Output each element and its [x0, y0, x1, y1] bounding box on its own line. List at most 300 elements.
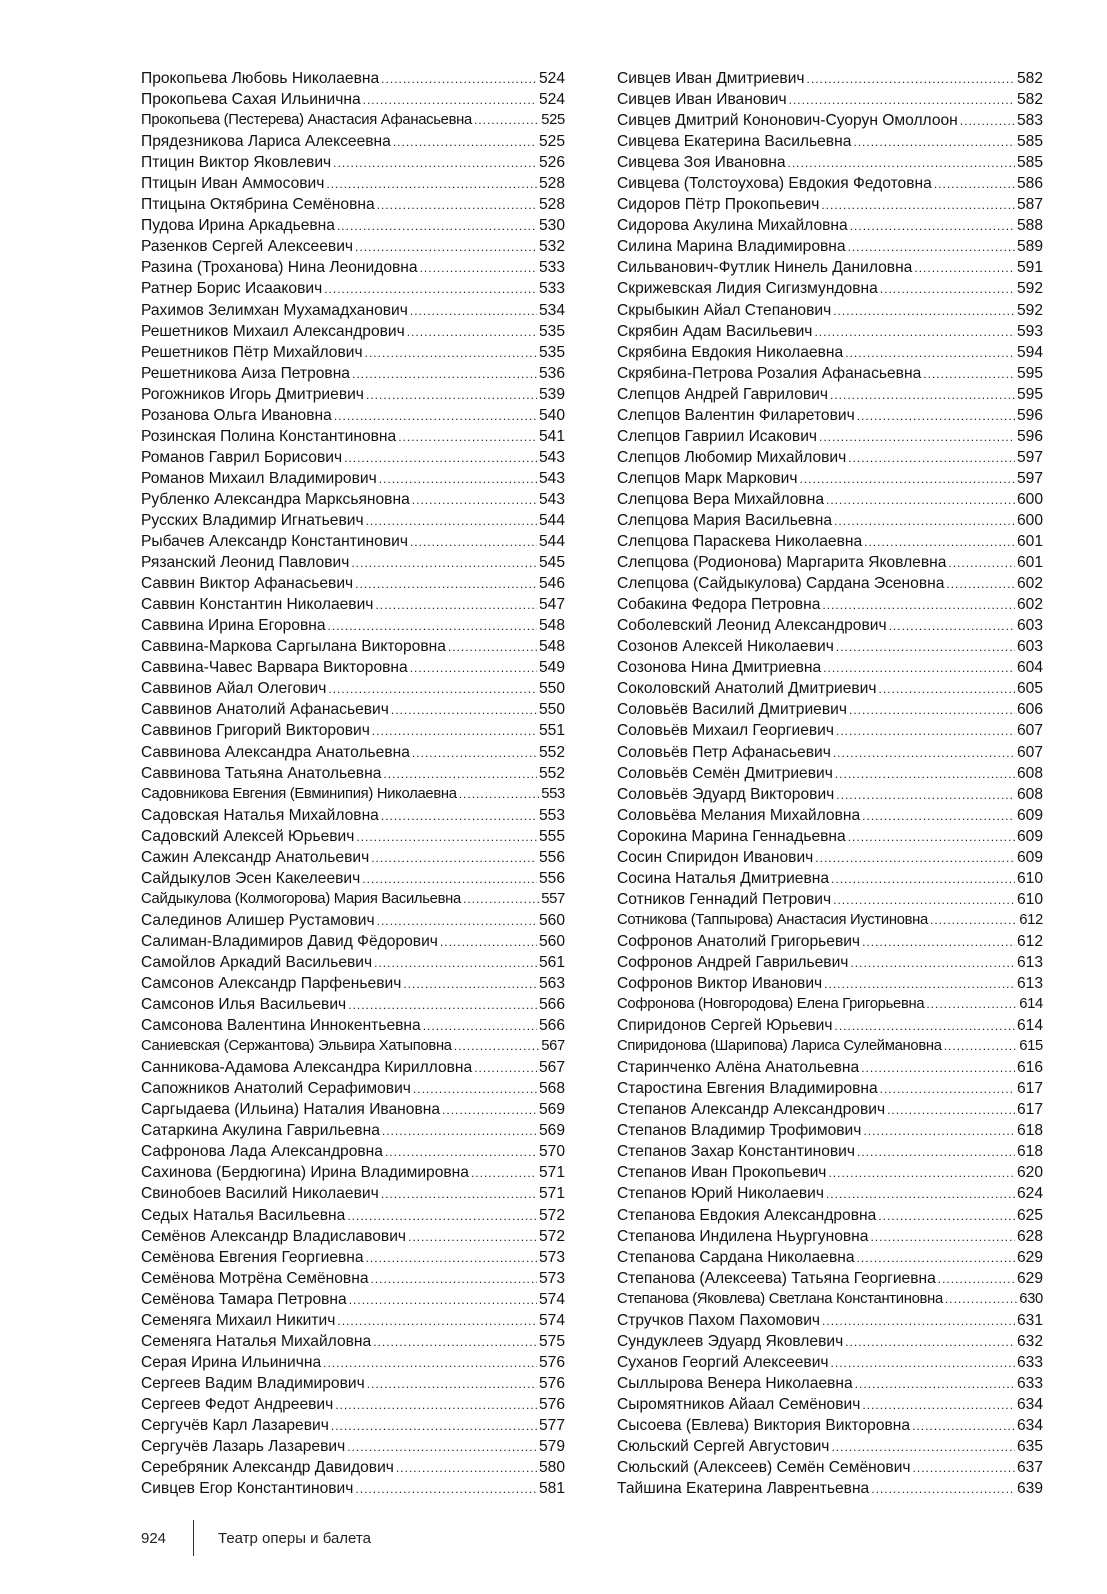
index-entry [141, 678, 565, 699]
entry-name: Решетников Пётр Михайлович [141, 343, 363, 361]
entry-name: Рубленко Александра Марксьяновна [141, 490, 410, 508]
entry-page: 544 [538, 511, 565, 529]
entry-name: Сивцев Дмитрий Кононович-Суорун Омоллоон [617, 112, 958, 130]
entry-page: 544 [538, 533, 565, 551]
leader-dots [913, 1458, 1015, 1478]
index-entry [141, 1310, 565, 1331]
entry-page: 596 [1016, 427, 1043, 445]
entry-page: 575 [538, 1332, 565, 1350]
index-entry [617, 784, 1043, 805]
leader-dots [371, 1269, 537, 1289]
entry-name: Сивцева Зоя Ивановна [617, 154, 786, 172]
entry-page: 631 [1016, 1311, 1043, 1329]
leader-dots [403, 974, 537, 994]
entry-name: Рыбачев Александр Константинович [141, 533, 408, 551]
index-entry [617, 1310, 1043, 1331]
entry-name: Сысоева (Евлева) Виктория Викторовна [617, 1417, 911, 1434]
entry-page: 572 [538, 1206, 565, 1224]
leader-dots [347, 1437, 537, 1457]
entry-name: Сивцева (Толстоухова) Евдокия Федотовна [617, 175, 932, 193]
index-entry [141, 636, 565, 657]
entry-page: 525 [538, 133, 565, 151]
entry-name: Самсонов Илья Васильевич [141, 996, 347, 1014]
index-entry [617, 1205, 1043, 1226]
leader-dots [800, 469, 1015, 489]
index-entry [141, 657, 565, 678]
entry-name: Прокопьева Любовь Николаевна [141, 70, 380, 87]
entry-page: 605 [1016, 680, 1043, 698]
index-entry [617, 89, 1043, 110]
leader-dots [331, 1416, 537, 1436]
entry-page: 543 [538, 490, 565, 508]
entry-name: Саввина-Чавес Варвара Викторовна [141, 659, 408, 677]
index-entry [617, 910, 1043, 931]
entry-name: Русских Владимир Игнатьевич [141, 511, 364, 529]
leader-dots [814, 322, 1015, 342]
entry-page: 595 [1016, 364, 1043, 382]
leader-dots [410, 658, 537, 678]
entry-name: Степанов Владимир Трофимович [617, 1122, 862, 1140]
index-entry [617, 1457, 1043, 1478]
entry-page: 625 [1016, 1206, 1043, 1224]
entry-name: Свинобоев Василий Николаевич [141, 1185, 379, 1203]
entry-name: Силина Марина Владимировна [617, 238, 846, 256]
entry-page: 603 [1016, 617, 1043, 635]
entry-page: 549 [538, 659, 565, 677]
entry-name: Степанов Иван Прокопьевич [617, 1164, 827, 1182]
leader-dots [960, 111, 1015, 131]
index-entry [141, 952, 565, 973]
entry-name: Стручков Пахом Пахомович [617, 1311, 821, 1329]
entry-name: Сатаркина Акулина Гаврильевна [141, 1122, 380, 1140]
entry-name: Сайдыкулов Эсен Какелеевич [141, 869, 361, 887]
index-entry [141, 1057, 565, 1078]
index-entry [617, 1226, 1043, 1247]
index-entry [141, 321, 565, 342]
index-entry [617, 1478, 1043, 1499]
entry-name: Степанов Юрий Николаевич [617, 1185, 824, 1203]
leader-dots [373, 1332, 537, 1352]
entry-name: Сыллырова Венера Николаевна [617, 1374, 853, 1392]
entry-page: 582 [1016, 91, 1043, 109]
entry-name: Садовский Алексей Юрьевич [141, 827, 355, 845]
entry-page: 609 [1016, 848, 1043, 866]
entry-page: 548 [538, 617, 565, 635]
leader-dots [833, 743, 1015, 763]
entry-name: Скрижевская Лидия Сигизмундовна [617, 280, 878, 298]
entry-page: 547 [538, 596, 565, 614]
entry-name: Семёнов Александр Владиславович [141, 1227, 407, 1245]
index-entry [617, 678, 1043, 699]
entry-name: Слепцов Валентин Филаретович [617, 406, 855, 424]
index-entry [141, 489, 565, 510]
entry-page: 633 [1016, 1374, 1043, 1392]
leader-dots [834, 511, 1015, 531]
leader-dots [408, 1227, 537, 1247]
entry-name: Семеняга Михаил Никитич [141, 1311, 336, 1329]
index-entry [617, 531, 1043, 552]
leader-dots [454, 1036, 539, 1057]
index-entry [141, 573, 565, 594]
leader-dots [848, 237, 1015, 257]
leader-dots [385, 1142, 537, 1162]
leader-dots [828, 1163, 1015, 1183]
index-entry [141, 173, 565, 194]
leader-dots [326, 174, 537, 194]
index-entry [617, 215, 1043, 236]
leader-dots [826, 1184, 1015, 1204]
leader-dots [382, 1121, 537, 1141]
entry-name: Прокопьева (Пестерева) Анастасия Афанасьевна [141, 112, 472, 129]
leader-dots [366, 385, 537, 405]
leader-dots [349, 1290, 537, 1310]
index-entry [141, 447, 565, 468]
entry-name: Салиман-Владимиров Давид Фёдорович [141, 932, 438, 950]
entry-page: 613 [1016, 953, 1043, 971]
entry-name: Птицына Октябрина Семёновна [141, 196, 375, 214]
entry-page: 535 [538, 343, 565, 361]
entry-page: 620 [1016, 1164, 1043, 1182]
leader-dots [351, 553, 537, 573]
leader-dots [372, 721, 537, 741]
entry-name: Слепцова Вера Михайловна [617, 490, 824, 508]
index-entry [141, 1162, 565, 1183]
index-entry [141, 468, 565, 489]
entry-page: 602 [1016, 575, 1043, 593]
entry-name: Софронова (Новгородова) Елена Григорьевна [617, 996, 925, 1013]
entry-name: Серебряник Александр Давидович [141, 1459, 394, 1477]
entry-name: Сосина Наталья Дмитриевна [617, 869, 830, 887]
entry-name: Сосин Спиридон Иванович [617, 848, 814, 866]
leader-dots [880, 279, 1015, 299]
entry-page: 532 [538, 238, 565, 256]
entry-name: Прядезникова Лариса Алексеевна [141, 133, 391, 151]
entry-name: Салединов Алишер Рустамович [141, 911, 375, 929]
entry-name: Саввина Ирина Егоровна [141, 617, 326, 635]
leader-dots [834, 1016, 1014, 1036]
entry-name: Ратнер Борис Исаакович [141, 280, 323, 298]
entry-page: 634 [1016, 1417, 1043, 1434]
leader-dots [836, 785, 1015, 805]
entry-page: 607 [1016, 722, 1043, 740]
leader-dots [862, 806, 1015, 826]
leader-dots [377, 911, 537, 931]
entry-page: 609 [1016, 806, 1043, 824]
leader-dots [831, 1437, 1015, 1457]
entry-page: 597 [1016, 448, 1043, 466]
entry-name: Скрыбыкин Айал Степанович [617, 301, 832, 319]
leader-dots [324, 279, 537, 299]
entry-page: 571 [538, 1164, 565, 1182]
entry-page: 600 [1016, 511, 1043, 529]
index-entry [617, 742, 1043, 763]
index-entry [617, 994, 1043, 1015]
leader-dots [420, 258, 537, 278]
entry-page: 603 [1016, 638, 1043, 656]
entry-name: Сивцев Иван Иванович [617, 91, 787, 109]
entry-page: 585 [1016, 133, 1043, 151]
entry-name: Степанова Индилена Ньургуновна [617, 1227, 869, 1245]
index-entry [617, 1436, 1043, 1457]
leader-dots [845, 343, 1015, 363]
leader-dots [383, 764, 537, 784]
entry-name: Семёнова Тамара Петровна [141, 1290, 347, 1308]
index-entry [141, 931, 565, 952]
leader-dots [824, 974, 1015, 994]
index-entry [141, 910, 565, 931]
index-entry [617, 1352, 1043, 1373]
leader-dots [853, 132, 1015, 152]
index-entry [141, 131, 565, 152]
leader-dots [448, 637, 537, 657]
leader-dots [348, 995, 537, 1015]
index-entry [617, 805, 1043, 826]
index-entry [141, 278, 565, 299]
leader-dots [815, 848, 1015, 868]
entry-name: Саввинов Айал Олегович [141, 680, 327, 698]
leader-dots [381, 69, 537, 89]
footer-divider [193, 1520, 194, 1556]
index-entry [617, 889, 1043, 910]
index-entry [617, 826, 1043, 847]
entry-page: 601 [1016, 533, 1043, 551]
leader-dots [356, 827, 537, 847]
index-entry [141, 784, 565, 805]
index-entry [141, 805, 565, 826]
leader-dots [788, 153, 1015, 173]
leader-dots [946, 574, 1015, 594]
entry-page: 572 [538, 1227, 565, 1245]
entry-page: 550 [538, 701, 565, 719]
section-title: Театр оперы и балета [218, 1529, 371, 1547]
entry-page: 557 [541, 890, 565, 907]
index-entry [141, 1415, 565, 1436]
leader-dots [412, 743, 537, 763]
index-entry [141, 1289, 565, 1310]
entry-page: 628 [1016, 1227, 1043, 1245]
leader-dots [848, 827, 1015, 847]
entry-page: 528 [538, 175, 565, 193]
index-entry [141, 1247, 565, 1268]
entry-page: 550 [538, 680, 565, 698]
entry-name: Сундуклеев Эдуард Яковлевич [617, 1332, 844, 1350]
entry-page: 593 [1016, 322, 1043, 340]
entry-page: 524 [538, 91, 565, 109]
index-entry [617, 594, 1043, 615]
leader-dots [375, 595, 537, 615]
leader-dots [930, 910, 1017, 931]
leader-dots [836, 637, 1015, 657]
entry-name: Саввинов Григорий Викторович [141, 722, 370, 740]
leader-dots [857, 1248, 1015, 1268]
entry-page: 573 [538, 1248, 565, 1266]
index-entry [141, 868, 565, 889]
entry-name: Садовская Наталья Михайловна [141, 806, 379, 824]
entry-page: 543 [538, 448, 565, 466]
entry-page: 568 [538, 1080, 565, 1098]
entry-page: 597 [1016, 469, 1043, 487]
entry-page: 533 [538, 280, 565, 298]
entry-name: Рахимов Зелимхан Мухамадханович [141, 301, 408, 319]
entry-page: 555 [538, 827, 565, 845]
index-entry [617, 1120, 1043, 1141]
entry-page: 610 [1016, 890, 1043, 908]
entry-name: Разенков Сергей Алексеевич [141, 238, 354, 256]
entry-page: 583 [1016, 112, 1043, 130]
entry-page: 551 [538, 722, 565, 740]
index-entry [141, 973, 565, 994]
leader-dots [823, 658, 1015, 678]
leader-dots [328, 616, 537, 636]
leader-dots [821, 195, 1015, 215]
leader-dots [337, 216, 537, 236]
index-entry [617, 552, 1043, 573]
entry-page: 540 [538, 406, 565, 424]
leader-dots [352, 364, 537, 384]
index-entry [141, 994, 565, 1015]
entry-page: 524 [538, 70, 565, 87]
leader-dots [826, 490, 1015, 510]
index-entry [617, 1394, 1043, 1415]
index-entry [617, 1141, 1043, 1162]
leader-dots [463, 889, 539, 910]
index-entry [141, 1099, 565, 1120]
index-entry [141, 720, 565, 741]
entry-page: 635 [1016, 1438, 1043, 1456]
entry-page: 617 [1016, 1080, 1043, 1098]
entry-name: Степанов Захар Константинович [617, 1143, 855, 1161]
entry-name: Самсонова Валентина Иннокентьевна [141, 1017, 421, 1035]
leader-dots [833, 301, 1015, 321]
leader-dots [870, 1227, 1015, 1247]
entry-name: Соловьёв Эдуард Викторович [617, 785, 835, 803]
index-entry [617, 1289, 1043, 1310]
entry-name: Семёнова Евгения Георгиевна [141, 1248, 364, 1266]
index-entry [141, 552, 565, 573]
index-entry [617, 257, 1043, 278]
entry-name: Саввинов Анатолий Афанасьевич [141, 701, 389, 719]
entry-name: Решетников Михаил Александрович [141, 322, 405, 340]
index-entry [141, 1141, 565, 1162]
leader-dots [880, 1079, 1015, 1099]
leader-dots [442, 1100, 537, 1120]
leader-dots [807, 69, 1015, 89]
entry-name: Слепцова (Сайдыкулова) Сардана Эсеновна [617, 575, 945, 593]
index-entry [617, 342, 1043, 363]
entry-page: 526 [538, 154, 565, 172]
index-entry [141, 1183, 565, 1204]
entry-page: 539 [538, 385, 565, 403]
index-entry [141, 1078, 565, 1099]
entry-name: Соловьёв Семён Дмитриевич [617, 764, 833, 782]
entry-page: 560 [538, 911, 565, 929]
leader-dots [423, 1016, 537, 1036]
entry-name: Птицин Виктор Яковлевич [141, 154, 332, 172]
entry-page: 589 [1016, 238, 1043, 256]
leader-dots [857, 406, 1015, 426]
entry-name: Розанова Ольга Ивановна [141, 406, 332, 424]
leader-dots [459, 784, 540, 805]
entry-page: 618 [1016, 1143, 1043, 1161]
index-entry [617, 131, 1043, 152]
entry-page: 556 [538, 848, 565, 866]
entry-page: 634 [1016, 1395, 1043, 1413]
entry-name: Семёнова Мотрёна Семёновна [141, 1269, 369, 1287]
index-entry [617, 1099, 1043, 1120]
index-entry [617, 489, 1043, 510]
entry-page: 535 [538, 322, 565, 340]
leader-dots [344, 448, 537, 468]
index-entry [141, 1394, 565, 1415]
entry-page: 548 [538, 638, 565, 656]
index-entry [141, 89, 565, 110]
entry-name: Сайдыкулова (Колмогорова) Мария Васильевна [141, 890, 461, 907]
entry-page: 576 [538, 1353, 565, 1371]
entry-page: 561 [538, 953, 565, 971]
index-entry [617, 384, 1043, 405]
index-entry [617, 763, 1043, 784]
entry-name: Сорокина Марина Геннадьевна [617, 827, 846, 845]
leader-dots [363, 90, 537, 110]
entry-page: 600 [1016, 490, 1043, 508]
index-entry [141, 1120, 565, 1141]
entry-page: 566 [538, 1017, 565, 1035]
index-entry [617, 321, 1043, 342]
entry-name: Саввин Виктор Афанасьевич [141, 575, 354, 593]
entry-page: 552 [538, 764, 565, 782]
entry-name: Сюльский (Алексеев) Семён Семёнович [617, 1459, 911, 1477]
entry-name: Сивцев Егор Константинович [141, 1480, 354, 1498]
index-entry [141, 405, 565, 426]
entry-page: 612 [1019, 911, 1043, 928]
entry-page: 553 [538, 806, 565, 824]
entry-page: 613 [1016, 975, 1043, 993]
entry-page: 533 [538, 259, 565, 277]
entry-page: 602 [1016, 596, 1043, 614]
entry-name: Сотников Геннадий Петрович [617, 890, 832, 908]
index-entry [141, 1015, 565, 1036]
index-entry [617, 110, 1043, 131]
entry-page: 553 [541, 785, 565, 802]
index-entry [617, 405, 1043, 426]
leader-dots [923, 364, 1015, 384]
leader-dots [833, 890, 1015, 910]
entry-name: Самсонов Александр Парфеньевич [141, 975, 402, 993]
index-entry [141, 110, 565, 131]
leader-dots [371, 848, 537, 868]
index-entry [141, 363, 565, 384]
entry-name: Саниевская (Сержантова) Эльвира Хатыповна [141, 1038, 452, 1055]
entry-name: Сюльский Сергей Августович [617, 1438, 830, 1456]
entry-name: Птицын Иван Аммосович [141, 175, 325, 193]
entry-page: 576 [538, 1374, 565, 1392]
entry-name: Рогожников Игорь Дмитриевич [141, 385, 364, 403]
entry-name: Слепцов Андрей Гаврилович [617, 385, 828, 403]
leader-dots [362, 869, 537, 889]
leader-dots [396, 1458, 537, 1478]
leader-dots [914, 258, 1015, 278]
index-entry [617, 1162, 1043, 1183]
entry-page: 633 [1016, 1353, 1043, 1371]
entry-name: Слепцов Любомир Михайлович [617, 448, 847, 466]
entry-page: 618 [1016, 1122, 1043, 1140]
entry-name: Слепцова Мария Васильевна [617, 511, 833, 529]
entry-page: 580 [538, 1459, 565, 1477]
index-entry [617, 1247, 1043, 1268]
leader-dots [789, 90, 1015, 110]
leader-dots [831, 869, 1015, 889]
entry-page: 567 [538, 1059, 565, 1077]
